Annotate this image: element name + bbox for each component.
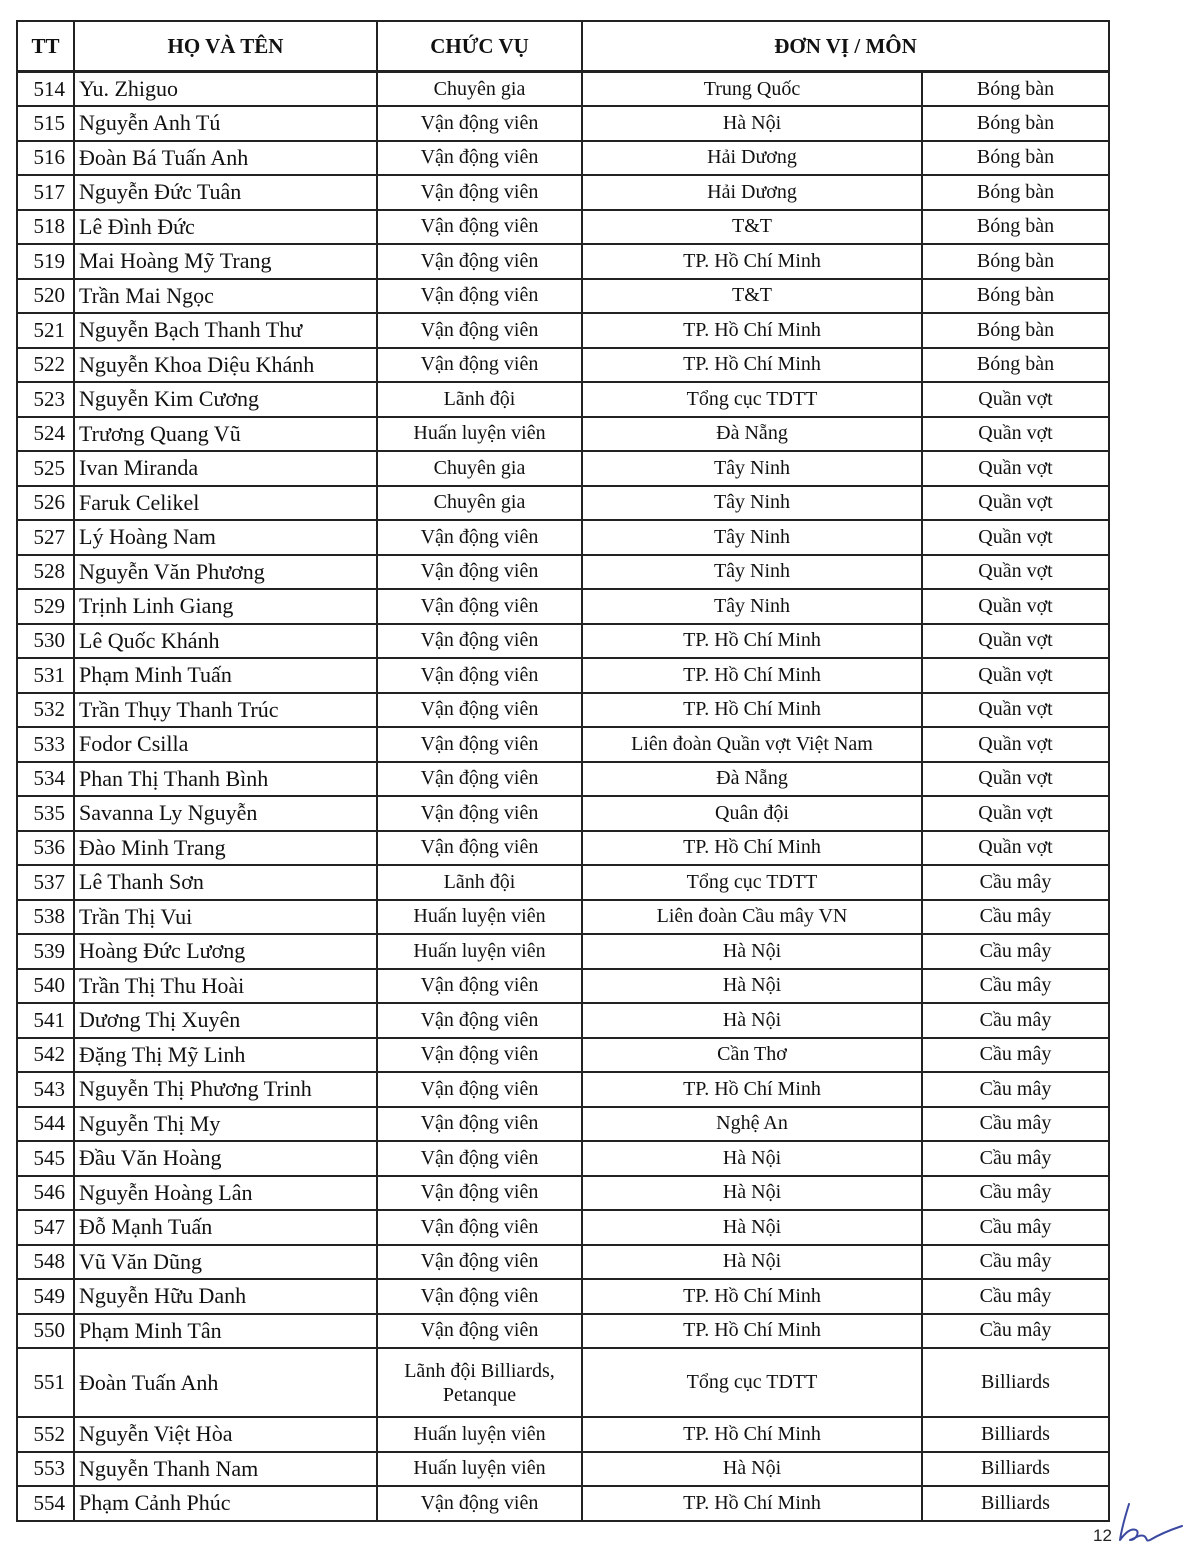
table-row	[17, 1486, 1109, 1521]
cell-tt: 551	[17, 1348, 74, 1417]
header-name: HỌ VÀ TÊN	[74, 21, 377, 72]
cell-sport: Quần vợt	[922, 451, 1109, 486]
cell-position: Vận động viên	[377, 348, 582, 383]
cell-sport: Cầu mây	[922, 1279, 1109, 1314]
table-row	[17, 520, 1109, 555]
cell-name: Nguyễn Bạch Thanh Thư	[74, 313, 377, 348]
cell-tt: 527	[17, 520, 74, 555]
cell-sport: Quần vợt	[922, 831, 1109, 866]
cell-unit: Tây Ninh	[582, 451, 922, 486]
cell-unit: Hải Dương	[582, 175, 922, 210]
cell-position: Vận động viên	[377, 313, 582, 348]
cell-name: Hoàng Đức Lương	[74, 934, 377, 969]
cell-tt: 545	[17, 1141, 74, 1176]
table-row	[17, 279, 1109, 314]
cell-position: Vận động viên	[377, 244, 582, 279]
cell-tt: 539	[17, 934, 74, 969]
cell-unit: TP. Hồ Chí Minh	[582, 658, 922, 693]
table-row	[17, 210, 1109, 245]
cell-tt: 544	[17, 1107, 74, 1142]
cell-tt: 526	[17, 486, 74, 521]
cell-tt: 550	[17, 1314, 74, 1349]
cell-sport: Quần vợt	[922, 382, 1109, 417]
table-row	[17, 727, 1109, 762]
cell-tt: 538	[17, 900, 74, 935]
cell-position: Vận động viên	[377, 175, 582, 210]
cell-name: Trần Thị Thu Hoài	[74, 969, 377, 1004]
table-body	[17, 72, 1109, 1521]
cell-name: Đào Minh Trang	[74, 831, 377, 866]
cell-sport: Cầu mây	[922, 865, 1109, 900]
table-row	[17, 1452, 1109, 1487]
cell-sport: Cầu mây	[922, 1176, 1109, 1211]
cell-position: Vận động viên	[377, 1141, 582, 1176]
cell-sport: Bóng bàn	[922, 141, 1109, 176]
table-row	[17, 486, 1109, 521]
cell-tt: 548	[17, 1245, 74, 1280]
cell-unit: Nghệ An	[582, 1107, 922, 1142]
cell-sport: Quần vợt	[922, 727, 1109, 762]
table-row	[17, 1038, 1109, 1073]
table-row	[17, 1003, 1109, 1038]
cell-name: Nguyễn Thị My	[74, 1107, 377, 1142]
table-row	[17, 658, 1109, 693]
table-row	[17, 348, 1109, 383]
cell-name: Yu. Zhiguo	[74, 72, 377, 107]
table-row	[17, 1279, 1109, 1314]
cell-sport: Cầu mây	[922, 1245, 1109, 1280]
cell-position: Vận động viên	[377, 1314, 582, 1349]
cell-unit: Hà Nội	[582, 1003, 922, 1038]
cell-tt: 529	[17, 589, 74, 624]
table-row	[17, 900, 1109, 935]
cell-sport: Quần vợt	[922, 693, 1109, 728]
cell-tt: 531	[17, 658, 74, 693]
cell-position: Huấn luyện viên	[377, 1417, 582, 1452]
cell-sport: Quần vợt	[922, 762, 1109, 797]
cell-position: Vận động viên	[377, 969, 582, 1004]
cell-position: Vận động viên	[377, 796, 582, 831]
cell-unit: TP. Hồ Chí Minh	[582, 244, 922, 279]
cell-position: Lãnh đội	[377, 865, 582, 900]
cell-unit: Tổng cục TDTT	[582, 1348, 922, 1417]
cell-unit: Hà Nội	[582, 1141, 922, 1176]
table-header	[17, 21, 1109, 72]
cell-position: Vận động viên	[377, 1072, 582, 1107]
page-number: 12	[1093, 1526, 1112, 1545]
cell-unit: Hà Nội	[582, 1210, 922, 1245]
table-row	[17, 1141, 1109, 1176]
cell-position: Vận động viên	[377, 1210, 582, 1245]
cell-position: Chuyên gia	[377, 486, 582, 521]
cell-name: Đỗ Mạnh Tuấn	[74, 1210, 377, 1245]
cell-unit: Hà Nội	[582, 969, 922, 1004]
cell-position: Vận động viên	[377, 520, 582, 555]
cell-position: Vận động viên	[377, 624, 582, 659]
cell-position: Vận động viên	[377, 555, 582, 590]
cell-name: Nguyễn Anh Tú	[74, 106, 377, 141]
cell-tt: 549	[17, 1279, 74, 1314]
cell-unit: TP. Hồ Chí Minh	[582, 1279, 922, 1314]
cell-sport: Cầu mây	[922, 1107, 1109, 1142]
cell-unit: Hà Nội	[582, 1176, 922, 1211]
cell-position: Vận động viên	[377, 831, 582, 866]
cell-tt: 522	[17, 348, 74, 383]
cell-unit: TP. Hồ Chí Minh	[582, 313, 922, 348]
cell-position: Vận động viên	[377, 693, 582, 728]
cell-tt: 540	[17, 969, 74, 1004]
cell-sport: Cầu mây	[922, 1210, 1109, 1245]
table-row	[17, 865, 1109, 900]
table-row	[17, 762, 1109, 797]
cell-unit: TP. Hồ Chí Minh	[582, 831, 922, 866]
cell-name: Nguyễn Thị Phương Trinh	[74, 1072, 377, 1107]
cell-sport: Bóng bàn	[922, 244, 1109, 279]
cell-unit: Cần Thơ	[582, 1038, 922, 1073]
cell-tt: 518	[17, 210, 74, 245]
cell-tt: 520	[17, 279, 74, 314]
cell-sport: Bóng bàn	[922, 279, 1109, 314]
table-row	[17, 1314, 1109, 1349]
cell-sport: Bóng bàn	[922, 72, 1109, 107]
cell-name: Dương Thị Xuyên	[74, 1003, 377, 1038]
cell-position: Vận động viên	[377, 106, 582, 141]
cell-sport: Quần vợt	[922, 486, 1109, 521]
cell-sport: Quần vợt	[922, 658, 1109, 693]
cell-name: Nguyễn Khoa Diệu Khánh	[74, 348, 377, 383]
cell-position: Vận động viên	[377, 1003, 582, 1038]
cell-sport: Bóng bàn	[922, 348, 1109, 383]
cell-sport: Quần vợt	[922, 589, 1109, 624]
cell-position: Vận động viên	[377, 210, 582, 245]
cell-tt: 524	[17, 417, 74, 452]
table-row	[17, 1107, 1109, 1142]
cell-name: Nguyễn Hoàng Lân	[74, 1176, 377, 1211]
cell-sport: Quần vợt	[922, 417, 1109, 452]
table-row	[17, 693, 1109, 728]
cell-unit: Tây Ninh	[582, 520, 922, 555]
cell-position: Lãnh đội Billiards, Petanque	[377, 1348, 582, 1417]
cell-name: Trịnh Linh Giang	[74, 589, 377, 624]
cell-name: Ivan Miranda	[74, 451, 377, 486]
cell-sport: Billiards	[922, 1452, 1109, 1487]
cell-unit: Đà Nẵng	[582, 417, 922, 452]
cell-unit: TP. Hồ Chí Minh	[582, 1486, 922, 1521]
cell-name: Đoàn Bá Tuấn Anh	[74, 141, 377, 176]
cell-sport: Quần vợt	[922, 555, 1109, 590]
cell-sport: Cầu mây	[922, 900, 1109, 935]
cell-name: Phan Thị Thanh Bình	[74, 762, 377, 797]
cell-sport: Cầu mây	[922, 1141, 1109, 1176]
cell-unit: Hải Dương	[582, 141, 922, 176]
cell-tt: 514	[17, 72, 74, 107]
cell-position: Vận động viên	[377, 658, 582, 693]
table-row	[17, 1210, 1109, 1245]
cell-unit: Quân đội	[582, 796, 922, 831]
cell-name: Faruk Celikel	[74, 486, 377, 521]
cell-name: Lê Quốc Khánh	[74, 624, 377, 659]
cell-unit: TP. Hồ Chí Minh	[582, 624, 922, 659]
cell-tt: 535	[17, 796, 74, 831]
cell-sport: Cầu mây	[922, 969, 1109, 1004]
cell-tt: 521	[17, 313, 74, 348]
cell-tt: 532	[17, 693, 74, 728]
cell-name: Trương Quang Vũ	[74, 417, 377, 452]
header-unit-sport: ĐƠN VỊ / MÔN	[582, 21, 1109, 72]
cell-name: Nguyễn Đức Tuân	[74, 175, 377, 210]
cell-tt: 534	[17, 762, 74, 797]
cell-unit: TP. Hồ Chí Minh	[582, 693, 922, 728]
cell-position: Vận động viên	[377, 589, 582, 624]
table-row	[17, 417, 1109, 452]
cell-tt: 533	[17, 727, 74, 762]
table-row	[17, 934, 1109, 969]
cell-name: Đầu Văn Hoàng	[74, 1141, 377, 1176]
cell-sport: Cầu mây	[922, 1072, 1109, 1107]
table-row	[17, 1072, 1109, 1107]
cell-tt: 554	[17, 1486, 74, 1521]
cell-tt: 525	[17, 451, 74, 486]
cell-unit: Tây Ninh	[582, 555, 922, 590]
cell-tt: 552	[17, 1417, 74, 1452]
cell-position: Vận động viên	[377, 727, 582, 762]
cell-tt: 546	[17, 1176, 74, 1211]
cell-position: Huấn luyện viên	[377, 417, 582, 452]
cell-sport: Cầu mây	[922, 934, 1109, 969]
cell-sport: Cầu mây	[922, 1314, 1109, 1349]
cell-position: Vận động viên	[377, 1279, 582, 1314]
cell-sport: Cầu mây	[922, 1038, 1109, 1073]
cell-name: Đoàn Tuấn Anh	[74, 1348, 377, 1417]
cell-name: Nguyễn Việt Hòa	[74, 1417, 377, 1452]
cell-position: Chuyên gia	[377, 72, 582, 107]
delegation-roster-table	[16, 20, 1110, 1522]
cell-name: Nguyễn Văn Phương	[74, 555, 377, 590]
cell-unit: Hà Nội	[582, 934, 922, 969]
table-row	[17, 451, 1109, 486]
cell-name: Đặng Thị Mỹ Linh	[74, 1038, 377, 1073]
cell-name: Lê Đình Đức	[74, 210, 377, 245]
table-row	[17, 175, 1109, 210]
cell-position: Chuyên gia	[377, 451, 582, 486]
cell-tt: 537	[17, 865, 74, 900]
header-position: CHỨC VỤ	[377, 21, 582, 72]
cell-tt: 541	[17, 1003, 74, 1038]
cell-unit: Tây Ninh	[582, 486, 922, 521]
cell-name: Savanna Ly Nguyễn	[74, 796, 377, 831]
cell-position: Huấn luyện viên	[377, 934, 582, 969]
cell-sport: Billiards	[922, 1417, 1109, 1452]
cell-unit: T&T	[582, 210, 922, 245]
cell-name: Mai Hoàng Mỹ Trang	[74, 244, 377, 279]
cell-tt: 553	[17, 1452, 74, 1487]
table-row	[17, 1176, 1109, 1211]
header-row	[17, 21, 1109, 72]
cell-unit: TP. Hồ Chí Minh	[582, 348, 922, 383]
cell-tt: 517	[17, 175, 74, 210]
cell-name: Trần Mai Ngọc	[74, 279, 377, 314]
cell-unit: Trung Quốc	[582, 72, 922, 107]
cell-name: Nguyễn Hữu Danh	[74, 1279, 377, 1314]
cell-tt: 523	[17, 382, 74, 417]
cell-unit: TP. Hồ Chí Minh	[582, 1314, 922, 1349]
cell-unit: Hà Nội	[582, 106, 922, 141]
table-row	[17, 106, 1109, 141]
cell-unit: Hà Nội	[582, 1245, 922, 1280]
table-row	[17, 969, 1109, 1004]
cell-tt: 516	[17, 141, 74, 176]
cell-name: Nguyễn Thanh Nam	[74, 1452, 377, 1487]
cell-name: Lý Hoàng Nam	[74, 520, 377, 555]
cell-name: Phạm Cảnh Phúc	[74, 1486, 377, 1521]
cell-sport: Billiards	[922, 1348, 1109, 1417]
cell-unit: Tây Ninh	[582, 589, 922, 624]
cell-tt: 528	[17, 555, 74, 590]
table-row	[17, 1348, 1109, 1417]
cell-sport: Bóng bàn	[922, 210, 1109, 245]
cell-position: Vận động viên	[377, 1176, 582, 1211]
cell-sport: Billiards	[922, 1486, 1109, 1521]
cell-tt: 543	[17, 1072, 74, 1107]
cell-unit: TP. Hồ Chí Minh	[582, 1072, 922, 1107]
cell-position: Vận động viên	[377, 1245, 582, 1280]
table-row	[17, 382, 1109, 417]
cell-position: Vận động viên	[377, 141, 582, 176]
cell-position: Huấn luyện viên	[377, 900, 582, 935]
cell-name: Vũ Văn Dũng	[74, 1245, 377, 1280]
table-row	[17, 796, 1109, 831]
cell-name: Fodor Csilla	[74, 727, 377, 762]
cell-position: Vận động viên	[377, 762, 582, 797]
cell-name: Lê Thanh Sơn	[74, 865, 377, 900]
cell-tt: 530	[17, 624, 74, 659]
table-row	[17, 244, 1109, 279]
cell-position: Vận động viên	[377, 1486, 582, 1521]
cell-sport: Quần vợt	[922, 520, 1109, 555]
cell-tt: 519	[17, 244, 74, 279]
table-row	[17, 624, 1109, 659]
header-tt: TT	[17, 21, 74, 72]
table-row	[17, 555, 1109, 590]
cell-unit: Hà Nội	[582, 1452, 922, 1487]
cell-position: Vận động viên	[377, 279, 582, 314]
cell-sport: Bóng bàn	[922, 106, 1109, 141]
cell-name: Trần Thụy Thanh Trúc	[74, 693, 377, 728]
table-row	[17, 1245, 1109, 1280]
cell-sport: Bóng bàn	[922, 313, 1109, 348]
cell-unit: TP. Hồ Chí Minh	[582, 1417, 922, 1452]
cell-sport: Quần vợt	[922, 796, 1109, 831]
cell-position: Vận động viên	[377, 1038, 582, 1073]
cell-tt: 542	[17, 1038, 74, 1073]
cell-unit: Đà Nẵng	[582, 762, 922, 797]
cell-unit: Liên đoàn Cầu mây VN	[582, 900, 922, 935]
cell-sport: Bóng bàn	[922, 175, 1109, 210]
table-row	[17, 141, 1109, 176]
cell-unit: Tổng cục TDTT	[582, 865, 922, 900]
table-row	[17, 589, 1109, 624]
cell-name: Phạm Minh Tuấn	[74, 658, 377, 693]
table-row	[17, 1417, 1109, 1452]
cell-sport: Quần vợt	[922, 624, 1109, 659]
cell-sport: Cầu mây	[922, 1003, 1109, 1038]
cell-tt: 536	[17, 831, 74, 866]
cell-unit: T&T	[582, 279, 922, 314]
cell-position: Vận động viên	[377, 1107, 582, 1142]
cell-tt: 547	[17, 1210, 74, 1245]
cell-name: Trần Thị Vui	[74, 900, 377, 935]
cell-unit: Liên đoàn Quần vợt Việt Nam	[582, 727, 922, 762]
cell-position: Lãnh đội	[377, 382, 582, 417]
table-row	[17, 831, 1109, 866]
cell-name: Phạm Minh Tân	[74, 1314, 377, 1349]
table-row	[17, 313, 1109, 348]
cell-unit: Tổng cục TDTT	[582, 382, 922, 417]
cell-position: Huấn luyện viên	[377, 1452, 582, 1487]
cell-tt: 515	[17, 106, 74, 141]
handwritten-initials-mark	[1112, 1494, 1184, 1550]
table-row	[17, 72, 1109, 107]
cell-name: Nguyễn Kim Cương	[74, 382, 377, 417]
